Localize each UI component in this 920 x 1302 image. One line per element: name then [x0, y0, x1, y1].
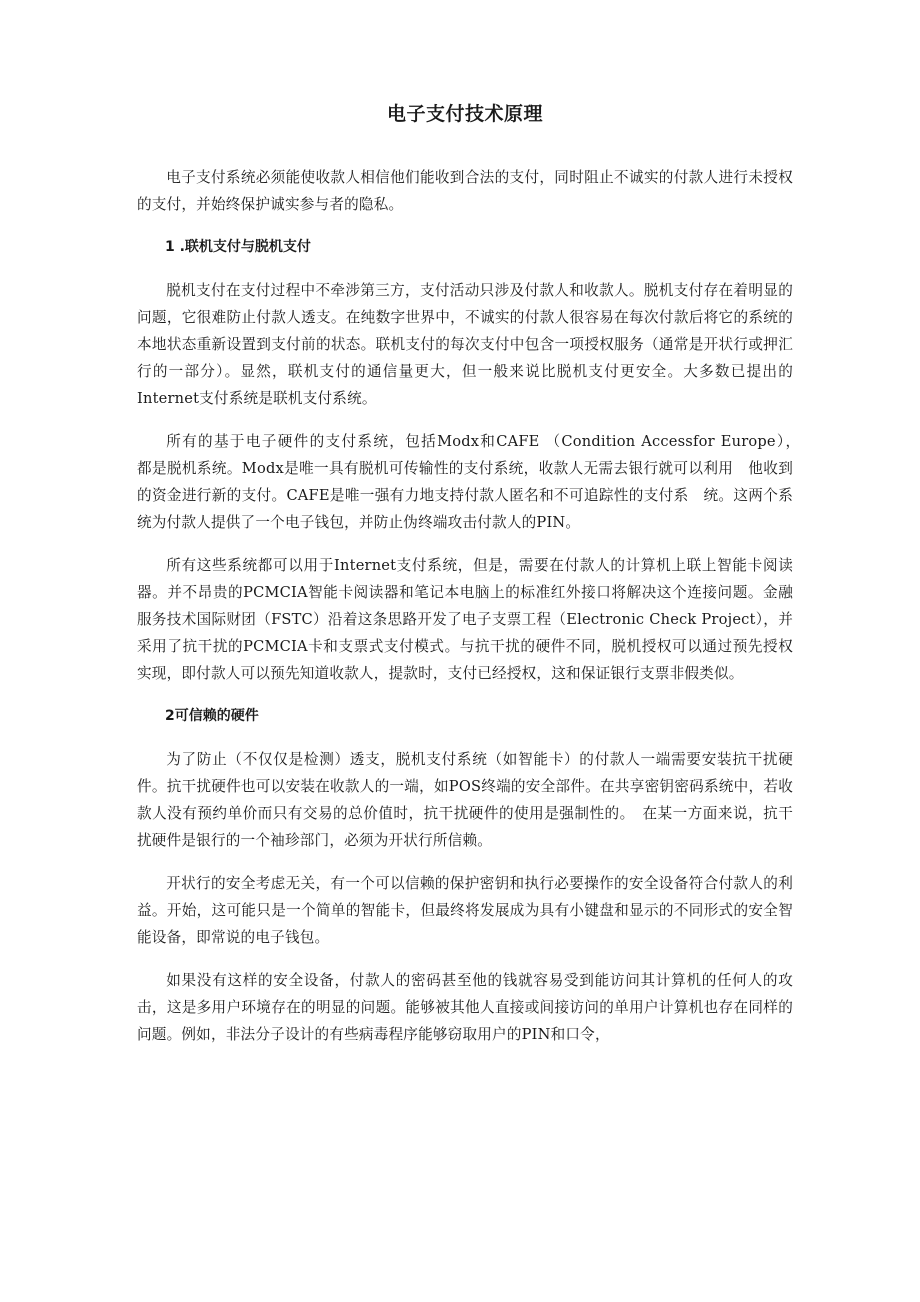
section-2-paragraph-3: 如果没有这样的安全设备，付款人的密码甚至他的钱就容易受到能访问其计算机的任何人的攻击，这是多用户环境存在的明显的问题。能够被其他人直接或间接访问的单用户计算机也存在同样的问题。例如，非法分子设计的有些病毒程序能够窃取用户的PIN和口令，	[137, 972, 793, 1043]
section-2-paragraph-2: 开状行的安全考虑无关，有一个可以信赖的保护密钥和执行必要操作的安全设备符合付款人的利益。开始，这可能只是一个简单的智能卡，但最终将发展成为具有小键盘和显示的不同形式的安全智能设备，即常说的电子钱包。	[137, 875, 793, 946]
section-2-heading: 2可信赖的硬件	[165, 708, 259, 724]
section-1-paragraph-2: 所有的基于电子硬件的支付系统，包括Modx和CAFE （Condition Accessfor Europe）， 都是脱机系统。Modx是唯一具有脱机可传输性的支付系统，收款人无需去银行就可以利用 他收到的资金进行新的支付。CAFE是唯一强有力地支持付款人匿名和不可追踪性的支付系 统。这两个系统为付款人提供了一个电子钱包，并防止伪终端攻击付款人的PIN。	[137, 433, 808, 531]
intro-paragraph: 电子支付系统必须能使收款人相信他们能收到合法的支付，同时阻止不诚实的付款人进行未授权的支付，并始终保护诚实参与者的隐私。	[137, 169, 793, 213]
section-2-paragraph-1: 为了防止（不仅仅是检测）透支，脱机支付系统（如智能卡）的付款人一端需要安装抗干扰硬件。抗干扰硬件也可以安装在收款人的一端，如POS终端的安全部件。在共享密钥密码系统中，若收款人没有预约单价而只有交易的总价值时，抗干扰硬件的使用是强制性的。 在某一方面来说，抗干扰硬件是银行的一个袖珍部门，必须为开状行所信赖。	[137, 751, 793, 849]
section-1-paragraph-1: 脱机支付在支付过程中不牵涉第三方，支付活动只涉及付款人和收款人。脱机支付存在着明显的问题，它很难防止付款人透支。在纯数字世界中，不诚实的付款人很容易在每次付款后将它的系统的本地状态重新设置到支付前的状态。联机支付的每次支付中包含一项授权服务（通常是开状行或押汇行的一部分）。显然，联机支付的通信量更大，但一般来说比脱机支付更安全。大多数已提出的Internet支付系统是联机支付系统。	[137, 282, 793, 407]
page-title: 电子支付技术原理	[386, 103, 543, 125]
section-1-paragraph-3: 所有这些系统都可以用于Internet支付系统，但是，需要在付款人的计算机上联上智能卡阅读器。并不昂贵的PCMCIA智能卡阅读器和笔记本电脑上的标准红外接口将解决这个连接问题。金融服务技术国际财团（FSTC）沿着这条思路开发了电子支票工程（Electronic Check Project），并采用了抗干扰的PCMCIA卡和支票式支付模式。与抗干扰的硬件不同，脱机授权可以通过预先授权实现，即付款人可以预先知道收款人，提款时，支付已经授权，这和保证银行支票非假类似。	[137, 557, 793, 682]
document-page	[137, 0, 808, 1048]
section-1-heading: 1 .联机支付与脱机支付	[165, 239, 311, 255]
